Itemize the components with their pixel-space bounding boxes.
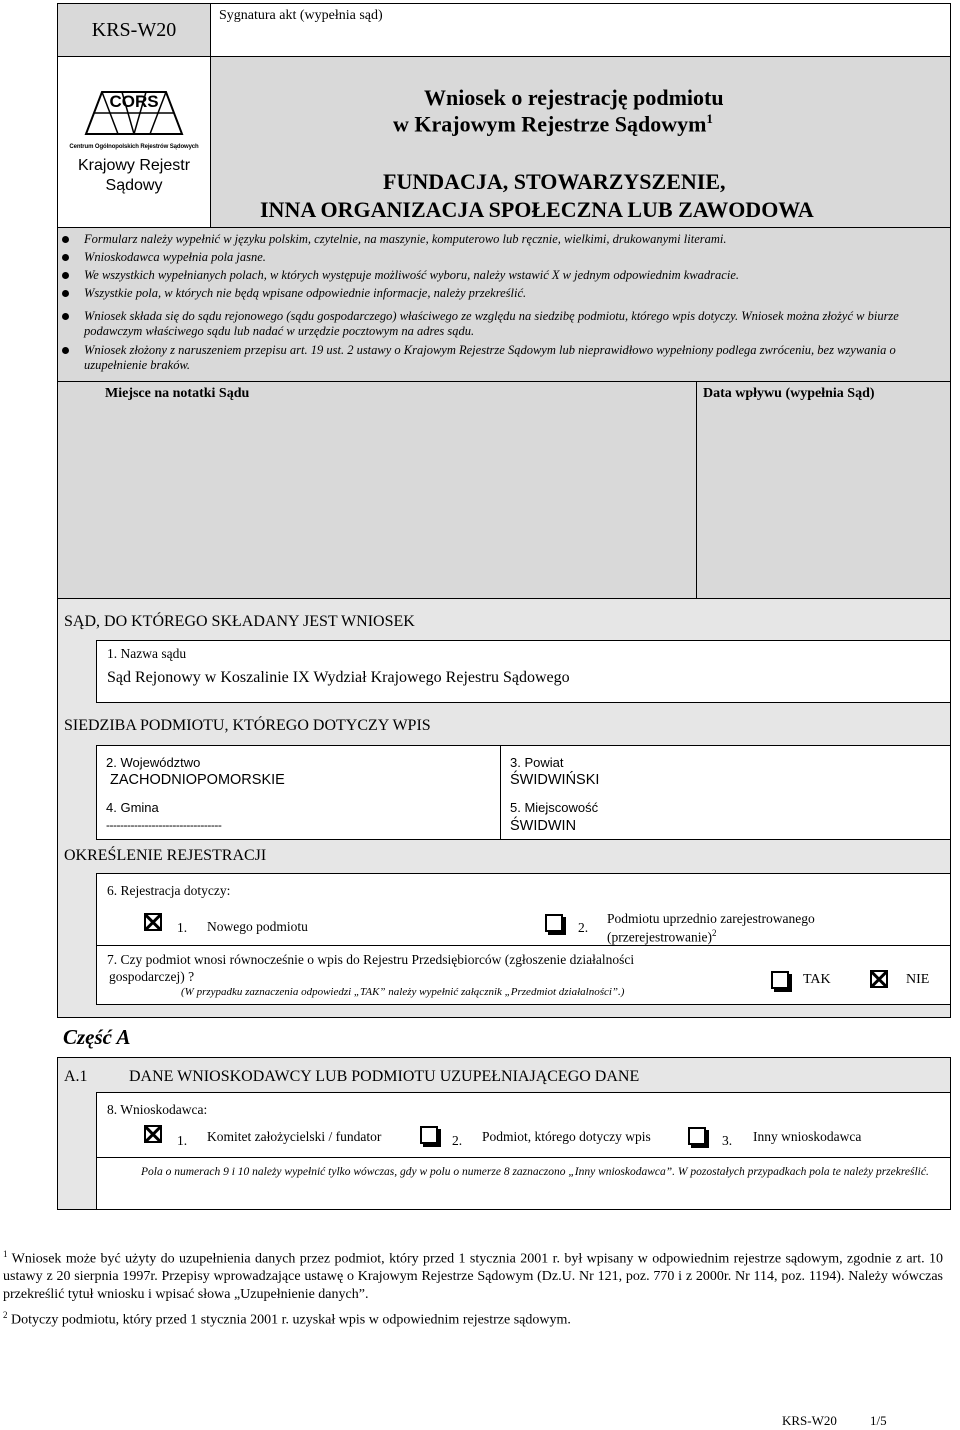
reregistration-checkbox[interactable] bbox=[545, 914, 563, 932]
instruction-1: Formularz należy wypełnić w języku polskim, czytelnie, na maszynie, komputerowo lub ręcznie, wielkimi, drukowanymi literami. bbox=[84, 232, 727, 246]
other-applicant-label: Inny wnioskodawca bbox=[753, 1129, 862, 1144]
part-a-note-box bbox=[96, 1157, 951, 1210]
notes-label: Miejsce na notatki Sądu bbox=[105, 386, 250, 401]
business-registry-note: (W przypadku zaznaczenia odpowiedzi „TAK” należy wypełnić załącznik „Przedmiot działalności”.) bbox=[181, 986, 625, 998]
entity-concerned-checkbox[interactable] bbox=[420, 1126, 438, 1144]
other-applicant-checkbox[interactable] bbox=[688, 1127, 706, 1145]
form-code: KRS-W20 bbox=[91, 19, 177, 41]
signature-cell bbox=[210, 3, 951, 57]
logo-cell bbox=[57, 56, 211, 228]
business-registry-label-line2: gospodarczej) ? bbox=[109, 969, 195, 984]
part-a-section-title: DANE WNIOSKODAWCY LUB PODMIOTU UZUPEŁNIAJĄCEGO DANE bbox=[129, 1068, 640, 1085]
instruction-6: Wniosek złożony z naruszeniem przepisu art. 19 ust. 2 ustawy o Krajowym Rejestrze Sądowym lub nieprawidłowo wypełniony podlega zwróceniu, bez wzywania o uzupełnienie braków. bbox=[84, 343, 896, 372]
footnote-1-mark: 1 bbox=[3, 1249, 8, 1259]
part-a-section-num: A.1 bbox=[64, 1068, 88, 1085]
locality-field[interactable] bbox=[500, 792, 951, 840]
bullet-icon bbox=[62, 254, 69, 261]
part-a-note: Pola o numerach 9 i 10 należy wypełnić tylko wówczas, gdy w polu o numerze 8 zaznaczono „Inny wnioskodawca”. W pozostałych przypadkach pola te należy przekreślić. bbox=[141, 1166, 929, 1178]
bullet-icon bbox=[62, 272, 69, 279]
title-line2-wrap bbox=[393, 111, 713, 137]
entity-concerned-num: 2. bbox=[452, 1133, 463, 1148]
instruction-5: Wniosek składa się do sądu rejonowego (sądu gospodarczego) właściwego ze względu na siedzibę podmiotu, którego wpis dotyczy. Wniosek można złożyć w biurze podawczym właściwego sądu lub nadać w urzędzie pocztowym na adres sądu. bbox=[84, 309, 899, 338]
new-entity-checkbox[interactable] bbox=[144, 913, 162, 931]
registry-name-line1: Krajowy Rejestr bbox=[77, 157, 191, 174]
founding-committee-num: 1. bbox=[177, 1133, 188, 1148]
footnote-1-text: Wniosek może być użyty do uzupełnienia danych przez podmiot, który przed 1 stycznia 2001 r. był wpisany w odpowiednim rejestrze sądowym, zgodnie z art. 10 ustawy z 20 sierpnia 1997r. Przepisy wprowadzające ustawę o Krajowym Rejestrze Sądowym (Dz.U. Nr 121, poz. 770 i z 2000r. Nr 114, poz. 1194). Należy wówczas przekreślić tytuł wniosku i wpisać słowa „Uzupełnienie danych”. bbox=[3, 1251, 944, 1302]
footnote-1 bbox=[3, 1246, 943, 1303]
no-checkbox[interactable] bbox=[870, 970, 888, 988]
instruction-2: Wnioskodawca wypełnia pola jasne. bbox=[84, 250, 266, 264]
bullet-icon bbox=[62, 236, 69, 243]
date-label: Data wpływu (wypełnia Sąd) bbox=[703, 386, 875, 401]
county-value: ŚWIDWIŃSKI bbox=[510, 772, 600, 788]
registration-type-label: 6. Rejestracja dotyczy: bbox=[107, 883, 231, 898]
form-code-cell bbox=[57, 3, 211, 57]
other-applicant-num: 3. bbox=[722, 1133, 733, 1148]
court-name-value: Sąd Rejonowy w Koszalinie IX Wydział Krajowego Rejestru Sądowego bbox=[107, 669, 570, 686]
reregistration-label-line2-wrap bbox=[607, 928, 716, 946]
registration-type-field bbox=[96, 873, 951, 946]
reregistration-label-line2: (przerejestrowanie) bbox=[607, 929, 712, 945]
notes-cell bbox=[57, 381, 697, 599]
new-entity-label: Nowego podmiotu bbox=[207, 919, 308, 934]
signature-label: Sygnatura akt (wypełnia sąd) bbox=[219, 8, 383, 23]
voivodeship-label: 2. Województwo bbox=[106, 755, 201, 770]
founding-committee-label: Komitet założycielski / fundator bbox=[207, 1129, 382, 1144]
county-field[interactable] bbox=[500, 745, 951, 792]
business-registry-label-line1: 7. Czy podmiot wnosi równocześnie o wpis do Rejestru Przedsiębiorców (zgłoszenie działalności bbox=[107, 952, 635, 967]
footnote-2-mark: 2 bbox=[3, 1310, 8, 1320]
commune-label: 4. Gmina bbox=[106, 800, 159, 815]
subtitle-line2: INNA ORGANIZACJA SPOŁECZNA LUB ZAWODOWA bbox=[260, 197, 814, 222]
county-label: 3. Powiat bbox=[510, 755, 564, 770]
title-line1: Wniosek o rejestrację podmiotu bbox=[424, 85, 724, 110]
instruction-4: Wszystkie pola, w których nie będą wpisane odpowiednie informacje, należy przekreślić. bbox=[84, 286, 527, 300]
reregistration-label-line1: Podmiotu uprzednio zarejestrowanego bbox=[607, 911, 815, 926]
commune-field[interactable] bbox=[96, 792, 500, 840]
locality-label: 5. Miejscowość bbox=[510, 800, 599, 815]
footnote-2 bbox=[3, 1307, 943, 1329]
part-a-heading: Część A bbox=[63, 1025, 131, 1049]
date-cell bbox=[696, 381, 951, 599]
yes-label: TAK bbox=[803, 972, 831, 987]
bullet-icon bbox=[62, 313, 69, 320]
seat-section-heading: SIEDZIBA PODMIOTU, KTÓREGO DOTYCZY WPIS bbox=[64, 717, 431, 734]
bullet-icon bbox=[62, 290, 69, 297]
applicant-label: 8. Wnioskodawca: bbox=[107, 1102, 208, 1117]
reregistration-footnote: 2 bbox=[711, 928, 717, 938]
footnote-2-text: Dotyczy podmiotu, który przed 1 stycznia 2001 r. uzyskał wpis w odpowiednim rejestrze sądowym. bbox=[11, 1312, 571, 1328]
logo-subtitle: Centrum Ogólnopolskich Rejestrów Sądowych bbox=[69, 144, 199, 150]
court-name-label: 1. Nazwa sądu bbox=[107, 646, 187, 661]
title-footnote-mark: 1 bbox=[706, 111, 713, 126]
title-line2: w Krajowym Rejestrze Sądowym bbox=[393, 111, 707, 137]
subtitle-line1: FUNDACJA, STOWARZYSZENIE, bbox=[383, 169, 726, 194]
court-section-heading: SĄD, DO KTÓREGO SKŁADANY JEST WNIOSEK bbox=[64, 613, 415, 630]
instruction-3: We wszystkich wypełnianych polach, w których występuje możliwość wyboru, należy wstawić X w jednym odpowiednim kwadracie. bbox=[84, 268, 739, 282]
registry-name-line2: Sądowy bbox=[105, 177, 163, 194]
footer-page-number: 1/5 bbox=[870, 1413, 887, 1428]
bullet-icon bbox=[62, 347, 69, 354]
title-cell bbox=[210, 56, 951, 228]
footer-form-code: KRS-W20 bbox=[782, 1413, 837, 1428]
locality-value: ŚWIDWIN bbox=[510, 818, 577, 834]
voivodeship-value: ZACHODNIOPOMORSKIE bbox=[110, 772, 285, 788]
logo-text: CORS bbox=[109, 92, 159, 111]
reregistration-num: 2. bbox=[578, 920, 589, 935]
registration-section-heading: OKREŚLENIE REJESTRACJI bbox=[64, 847, 267, 864]
founding-committee-checkbox[interactable] bbox=[144, 1125, 162, 1143]
court-name-field[interactable] bbox=[96, 640, 951, 703]
entity-concerned-label: Podmiot, którego dotyczy wpis bbox=[482, 1129, 651, 1144]
voivodeship-field[interactable] bbox=[96, 745, 500, 792]
new-entity-num: 1. bbox=[177, 920, 188, 935]
commune-value: --------------------------------- bbox=[106, 818, 222, 832]
yes-checkbox[interactable] bbox=[771, 971, 789, 989]
no-label: NIE bbox=[906, 972, 930, 987]
applicant-field bbox=[96, 1092, 951, 1158]
